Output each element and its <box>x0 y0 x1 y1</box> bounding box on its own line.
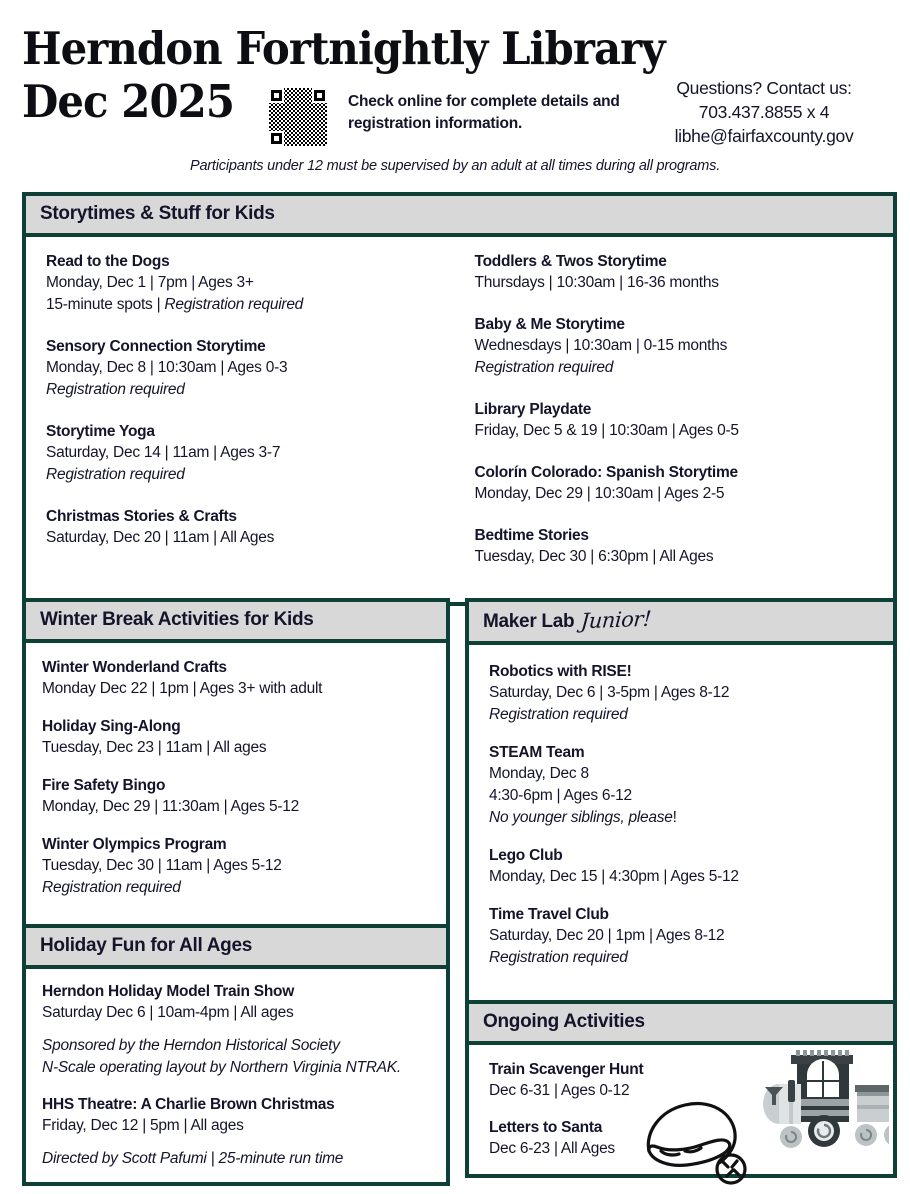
event-title: Herndon Holiday Model Train Show <box>42 983 295 1000</box>
panel-holiday-fun <box>22 924 450 1186</box>
event-time-travel-club <box>489 904 877 969</box>
event-registration-note: Registration required <box>46 381 185 398</box>
panel-holiday-fun-heading <box>26 928 446 969</box>
event-title: Sensory Connection Storytime <box>46 338 266 355</box>
event-registration-note: Registration required <box>42 879 181 896</box>
panel-holiday-fun-body <box>26 969 446 1182</box>
event-detail: 4:30-6pm | Ages 6-12 <box>489 787 632 804</box>
event-title: Bedtime Stories <box>474 527 589 544</box>
event-detail: Saturday, Dec 20 | 11am | All Ages <box>46 529 275 546</box>
event-detail: Tuesday, Dec 30 | 11am | Ages 5-12 <box>42 857 282 874</box>
event-library-playdate <box>475 399 878 442</box>
event-bedtime-stories <box>475 525 878 568</box>
contact-prompt: Questions? Contact us: <box>676 78 852 98</box>
page-header <box>0 0 910 186</box>
event-holiday-sing-along <box>42 716 430 759</box>
event-detail: Monday, Dec 8 <box>489 765 589 782</box>
event-sponsor-line: Sponsored by the Herndon Historical Society <box>42 1037 340 1054</box>
panel-holiday-fun-heading-text: Holiday Fun for All Ages <box>40 935 253 956</box>
event-toddlers-and-twos-storytime <box>475 251 878 294</box>
panel-storytimes-body <box>26 237 893 602</box>
event-detail: Wednesdays | 10:30am | 0-15 months <box>474 337 728 354</box>
panel-winter-break-heading-text: Winter Break Activities for Kids <box>40 609 314 630</box>
ongoing-events-list <box>489 1059 877 1160</box>
event-title: Colorín Colorado: Spanish Storytime <box>474 464 738 481</box>
event-read-to-the-dogs <box>46 251 449 316</box>
event-title: Holiday Sing-Along <box>42 718 181 735</box>
event-sponsor-line: N-Scale operating layout by Northern Virginia NTRAK. <box>42 1059 401 1076</box>
event-title: Winter Wonderland Crafts <box>42 659 227 676</box>
event-detail: Monday, Dec 15 | 4:30pm | Ages 5-12 <box>489 868 739 885</box>
panel-ongoing-heading <box>469 1004 893 1045</box>
event-title: Read to the Dogs <box>46 253 170 270</box>
event-registration-note: Registration required <box>489 706 628 723</box>
event-letters-to-santa <box>489 1117 877 1160</box>
storytimes-right-column <box>449 251 878 588</box>
contact-block <box>634 76 894 148</box>
event-baby-and-me-storytime <box>475 314 878 379</box>
event-detail: Tuesday, Dec 23 | 11am | All ages <box>42 739 267 756</box>
event-detail: Monday, Dec 29 | 11:30am | Ages 5-12 <box>42 798 299 815</box>
event-detail: Tuesday, Dec 30 | 6:30pm | All Ages <box>474 548 714 565</box>
event-sibling-note <box>489 807 877 829</box>
event-title: Train Scavenger Hunt <box>489 1061 644 1078</box>
event-title: Letters to Santa <box>489 1119 603 1136</box>
panel-ongoing-activities <box>465 1000 897 1178</box>
panel-ongoing-heading-text: Ongoing Activities <box>483 1011 645 1032</box>
event-title: Baby & Me Storytime <box>474 316 625 333</box>
panel-maker-lab-heading-text: Maker Lab <box>483 611 575 632</box>
event-registration-note: Registration required <box>474 359 614 376</box>
panel-maker-lab-heading-script: Junior! <box>580 606 653 634</box>
event-credits-note: Directed by Scott Pafumi | 25-minute run time <box>42 1150 344 1167</box>
event-title: Storytime Yoga <box>46 423 155 440</box>
panel-winter-break-heading <box>26 602 446 643</box>
storytimes-left-column <box>46 251 449 588</box>
panel-maker-lab-body <box>469 645 893 1001</box>
event-detail: Dec 6-23 | All Ages <box>489 1140 615 1157</box>
event-christmas-stories-and-crafts <box>46 506 449 549</box>
qr-code-icon[interactable] <box>269 88 327 146</box>
event-lego-club <box>489 845 877 888</box>
event-title: Time Travel Club <box>489 906 609 923</box>
contact-email: libhe@fairfaxcounty.gov <box>674 126 854 146</box>
event-detail: Saturday, Dec 14 | 11am | Ages 3-7 <box>46 444 281 461</box>
event-storytime-yoga <box>46 421 449 486</box>
panel-maker-lab-heading <box>469 602 893 645</box>
event-detail: Saturday, Dec 20 | 1pm | Ages 8-12 <box>489 927 725 944</box>
event-colorin-colorado-spanish-storytime <box>475 462 878 505</box>
panel-winter-break-activities <box>22 598 450 933</box>
event-detail-plain: 15-minute spots | <box>46 296 165 313</box>
panel-ongoing-body <box>469 1045 893 1174</box>
event-detail: Monday Dec 22 | 1pm | Ages 3+ with adult <box>42 680 323 697</box>
event-detail: Friday, Dec 12 | 5pm | All ages <box>42 1117 244 1134</box>
event-title: Toddlers & Twos Storytime <box>474 253 667 270</box>
event-sponsor-note <box>42 1035 430 1079</box>
event-title: STEAM Team <box>489 744 585 761</box>
event-title: Library Playdate <box>474 401 592 418</box>
event-herndon-holiday-model-train-show <box>42 981 430 1079</box>
event-detail: Monday, Dec 8 | 10:30am | Ages 0-3 <box>46 359 288 376</box>
event-detail: Dec 6-31 | Ages 0-12 <box>489 1082 630 1099</box>
supervision-note: Participants under 12 must be supervised by an adult at all times during all programs. <box>189 158 721 174</box>
event-detail: Saturday Dec 6 | 10am-4pm | All ages <box>42 1004 294 1021</box>
page-title: Herndon Fortnightly Library <box>22 22 665 75</box>
event-robotics-with-rise <box>489 661 877 726</box>
contact-phone: 703.437.8855 x 4 <box>698 102 830 122</box>
event-sibling-note-italic: No younger siblings, please <box>489 809 673 826</box>
event-train-scavenger-hunt <box>489 1059 877 1102</box>
event-title: Fire Safety Bingo <box>42 777 166 794</box>
event-detail: Monday, Dec 29 | 10:30am | Ages 2-5 <box>474 485 725 502</box>
panel-storytimes-heading <box>26 196 893 237</box>
event-title: HHS Theatre: A Charlie Brown Christmas <box>42 1096 335 1113</box>
event-detail: Saturday, Dec 6 | 3-5pm | Ages 8-12 <box>489 684 730 701</box>
event-detail: Monday, Dec 1 | 7pm | Ages 3+ <box>46 274 254 291</box>
panel-winter-break-body <box>26 643 446 929</box>
event-registration-note: Registration required <box>164 296 304 313</box>
event-title: Robotics with RISE! <box>489 663 632 680</box>
event-registration-note: Registration required <box>46 466 185 483</box>
event-sibling-note-bang: ! <box>672 809 677 826</box>
event-fire-safety-bingo <box>42 775 430 818</box>
event-winter-olympics-program <box>42 834 430 899</box>
event-title: Lego Club <box>489 847 563 864</box>
event-winter-wonderland-crafts <box>42 657 430 700</box>
qr-instruction-text: Check online for complete details and registration information. <box>348 93 620 132</box>
event-sensory-connection-storytime <box>46 336 449 401</box>
panel-storytimes-heading-text: Storytimes & Stuff for Kids <box>40 203 275 224</box>
panel-maker-lab-junior <box>465 598 897 1005</box>
event-registration-note: Registration required <box>489 949 628 966</box>
event-detail: Thursdays | 10:30am | 16-36 months <box>474 274 719 291</box>
event-detail: Friday, Dec 5 & 19 | 10:30am | Ages 0-5 <box>474 422 739 439</box>
event-detail <box>46 294 449 316</box>
page-subtitle-month: Dec 2025 <box>22 75 235 128</box>
panel-storytimes <box>22 192 897 606</box>
event-hhs-theatre-charlie-brown-christmas <box>42 1094 430 1170</box>
event-title: Christmas Stories & Crafts <box>46 508 237 525</box>
event-title: Winter Olympics Program <box>42 836 227 853</box>
event-steam-team <box>489 742 877 829</box>
